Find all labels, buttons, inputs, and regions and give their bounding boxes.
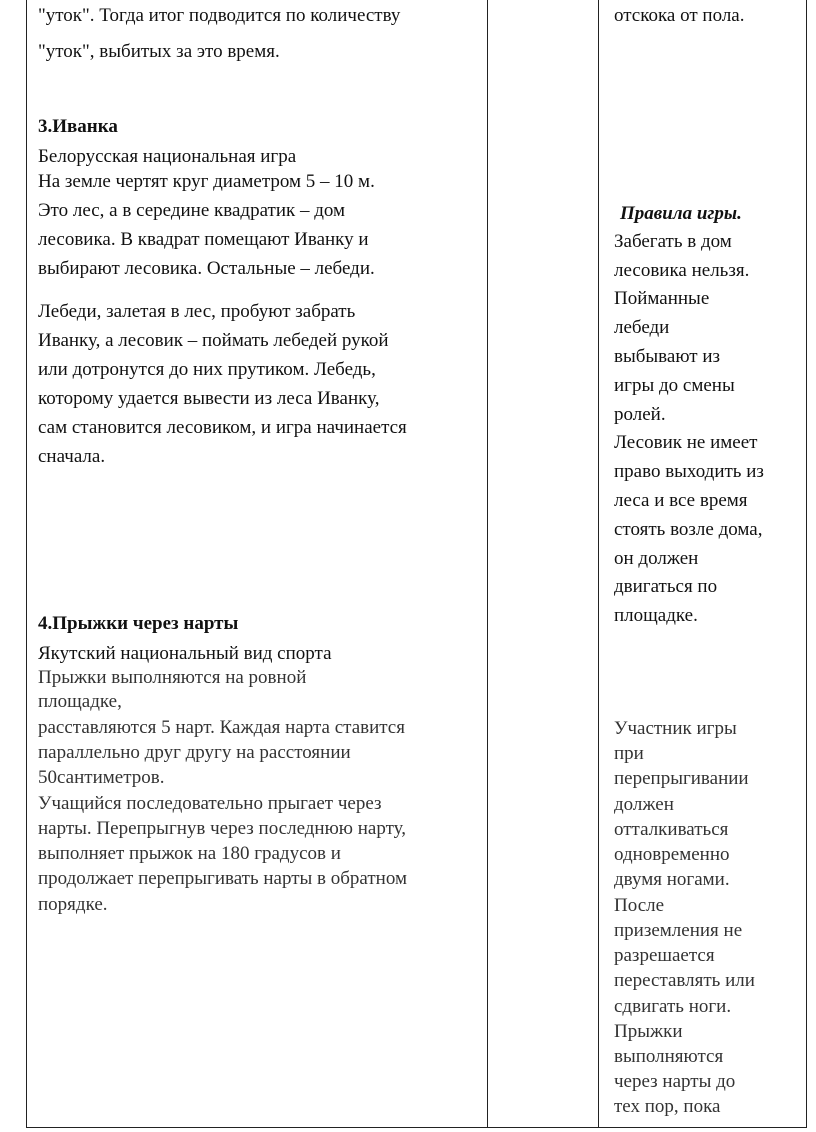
section-subtitle: Якутский национальный вид спорта — [38, 643, 332, 664]
paragraph-line: 50сантиметров. — [38, 767, 165, 788]
paragraph-line: сам становится лесовиком, и игра начинается — [38, 417, 407, 438]
jump-rules-line: разрешается — [614, 945, 715, 966]
paragraph-line: Учащийся последовательно прыгает через — [38, 793, 382, 814]
intro-line: "уток". Тогда итог подводится по количеству — [38, 5, 401, 26]
jump-rules-line: при — [614, 743, 644, 764]
jump-rules-line: выполняются — [614, 1046, 724, 1067]
jump-rules-line: одновременно — [614, 844, 730, 865]
jump-rules-line: Участник игры — [614, 718, 737, 739]
rules-line: выбывают из — [614, 346, 720, 367]
table-border-left — [26, 0, 27, 1128]
jump-rules-line: тех пор, пока — [614, 1096, 721, 1117]
jump-rules-line: сдвигать ноги. — [614, 996, 732, 1017]
rules-line: лесовика нельзя. — [614, 260, 750, 281]
rules-line: леса и все время — [614, 490, 748, 511]
section-title: 4.Прыжки через нарты — [38, 613, 239, 634]
paragraph-line: выполняет прыжок на 180 градусов и — [38, 843, 341, 864]
intro-line: "уток", выбитых за это время. — [38, 41, 280, 62]
jump-rules-line: Прыжки — [614, 1021, 683, 1042]
paragraph-line: На земле чертят круг диаметром 5 – 10 м. — [38, 171, 375, 192]
table-border-mid2 — [598, 0, 599, 1128]
paragraph-line: параллельно друг другу на расстоянии — [38, 742, 351, 763]
rules-line: лебеди — [614, 317, 670, 338]
paragraph-line: или дотронутся до них прутиком. Лебедь, — [38, 359, 376, 380]
section-title: 3.Иванка — [38, 116, 118, 137]
jump-rules-line: После — [614, 895, 665, 916]
table-border-mid — [487, 0, 488, 1128]
jump-rules-line: отталкиваться — [614, 819, 729, 840]
paragraph-line: лесовика. В квадрат помещают Иванку и — [38, 229, 369, 250]
paragraph-line: выбирают лесовика. Остальные – лебеди. — [38, 258, 375, 279]
paragraph-line: Лебеди, залетая в лес, пробуют забрать — [38, 301, 356, 322]
jump-rules-line: через нарты до — [614, 1071, 736, 1092]
jump-rules-line: двумя ногами. — [614, 869, 730, 890]
rules-line: Лесовик не имеет — [614, 432, 758, 453]
rules-title: Правила игры. — [620, 203, 742, 224]
paragraph-line: продолжает перепрыгивать нарты в обратном — [38, 868, 408, 889]
paragraph-line: порядке. — [38, 894, 108, 915]
paragraph-line: Это лес, а в середине квадратик – дом — [38, 200, 346, 221]
table-border-bottom — [26, 1127, 807, 1128]
jump-rules-line: переставлять или — [614, 970, 755, 991]
right-top-line: отскока от пола. — [614, 5, 745, 26]
rules-line: двигаться по — [614, 576, 718, 597]
jump-rules-line: приземления не — [614, 920, 743, 941]
jump-rules-line: перепрыгивании — [614, 768, 749, 789]
rules-line: Пойманные — [614, 288, 710, 309]
rules-line: стоять возле дома, — [614, 519, 763, 540]
paragraph-line: сначала. — [38, 446, 106, 467]
rules-line: ролей. — [614, 404, 666, 425]
rules-line: Забегать в дом — [614, 231, 732, 252]
paragraph-line: нарты. Перепрыгнув через последнюю нарту, — [38, 818, 406, 839]
jump-rules-line: должен — [614, 794, 674, 815]
section-subtitle: Белорусская национальная игра — [38, 146, 297, 167]
paragraph-line: которому удается вывести из леса Иванку, — [38, 388, 380, 409]
paragraph-line: Прыжки выполняются на ровной — [38, 667, 307, 688]
rules-line: площадке. — [614, 605, 698, 626]
rules-line: игры до смены — [614, 375, 735, 396]
paragraph-line: площадке, — [38, 691, 122, 712]
paragraph-line: Иванку, а лесовик – поймать лебедей рукой — [38, 330, 389, 351]
rules-line: он должен — [614, 548, 699, 569]
table-border-right — [806, 0, 807, 1128]
paragraph-line: расставляются 5 нарт. Каждая нарта ставится — [38, 717, 405, 738]
rules-line: право выходить из — [614, 461, 764, 482]
